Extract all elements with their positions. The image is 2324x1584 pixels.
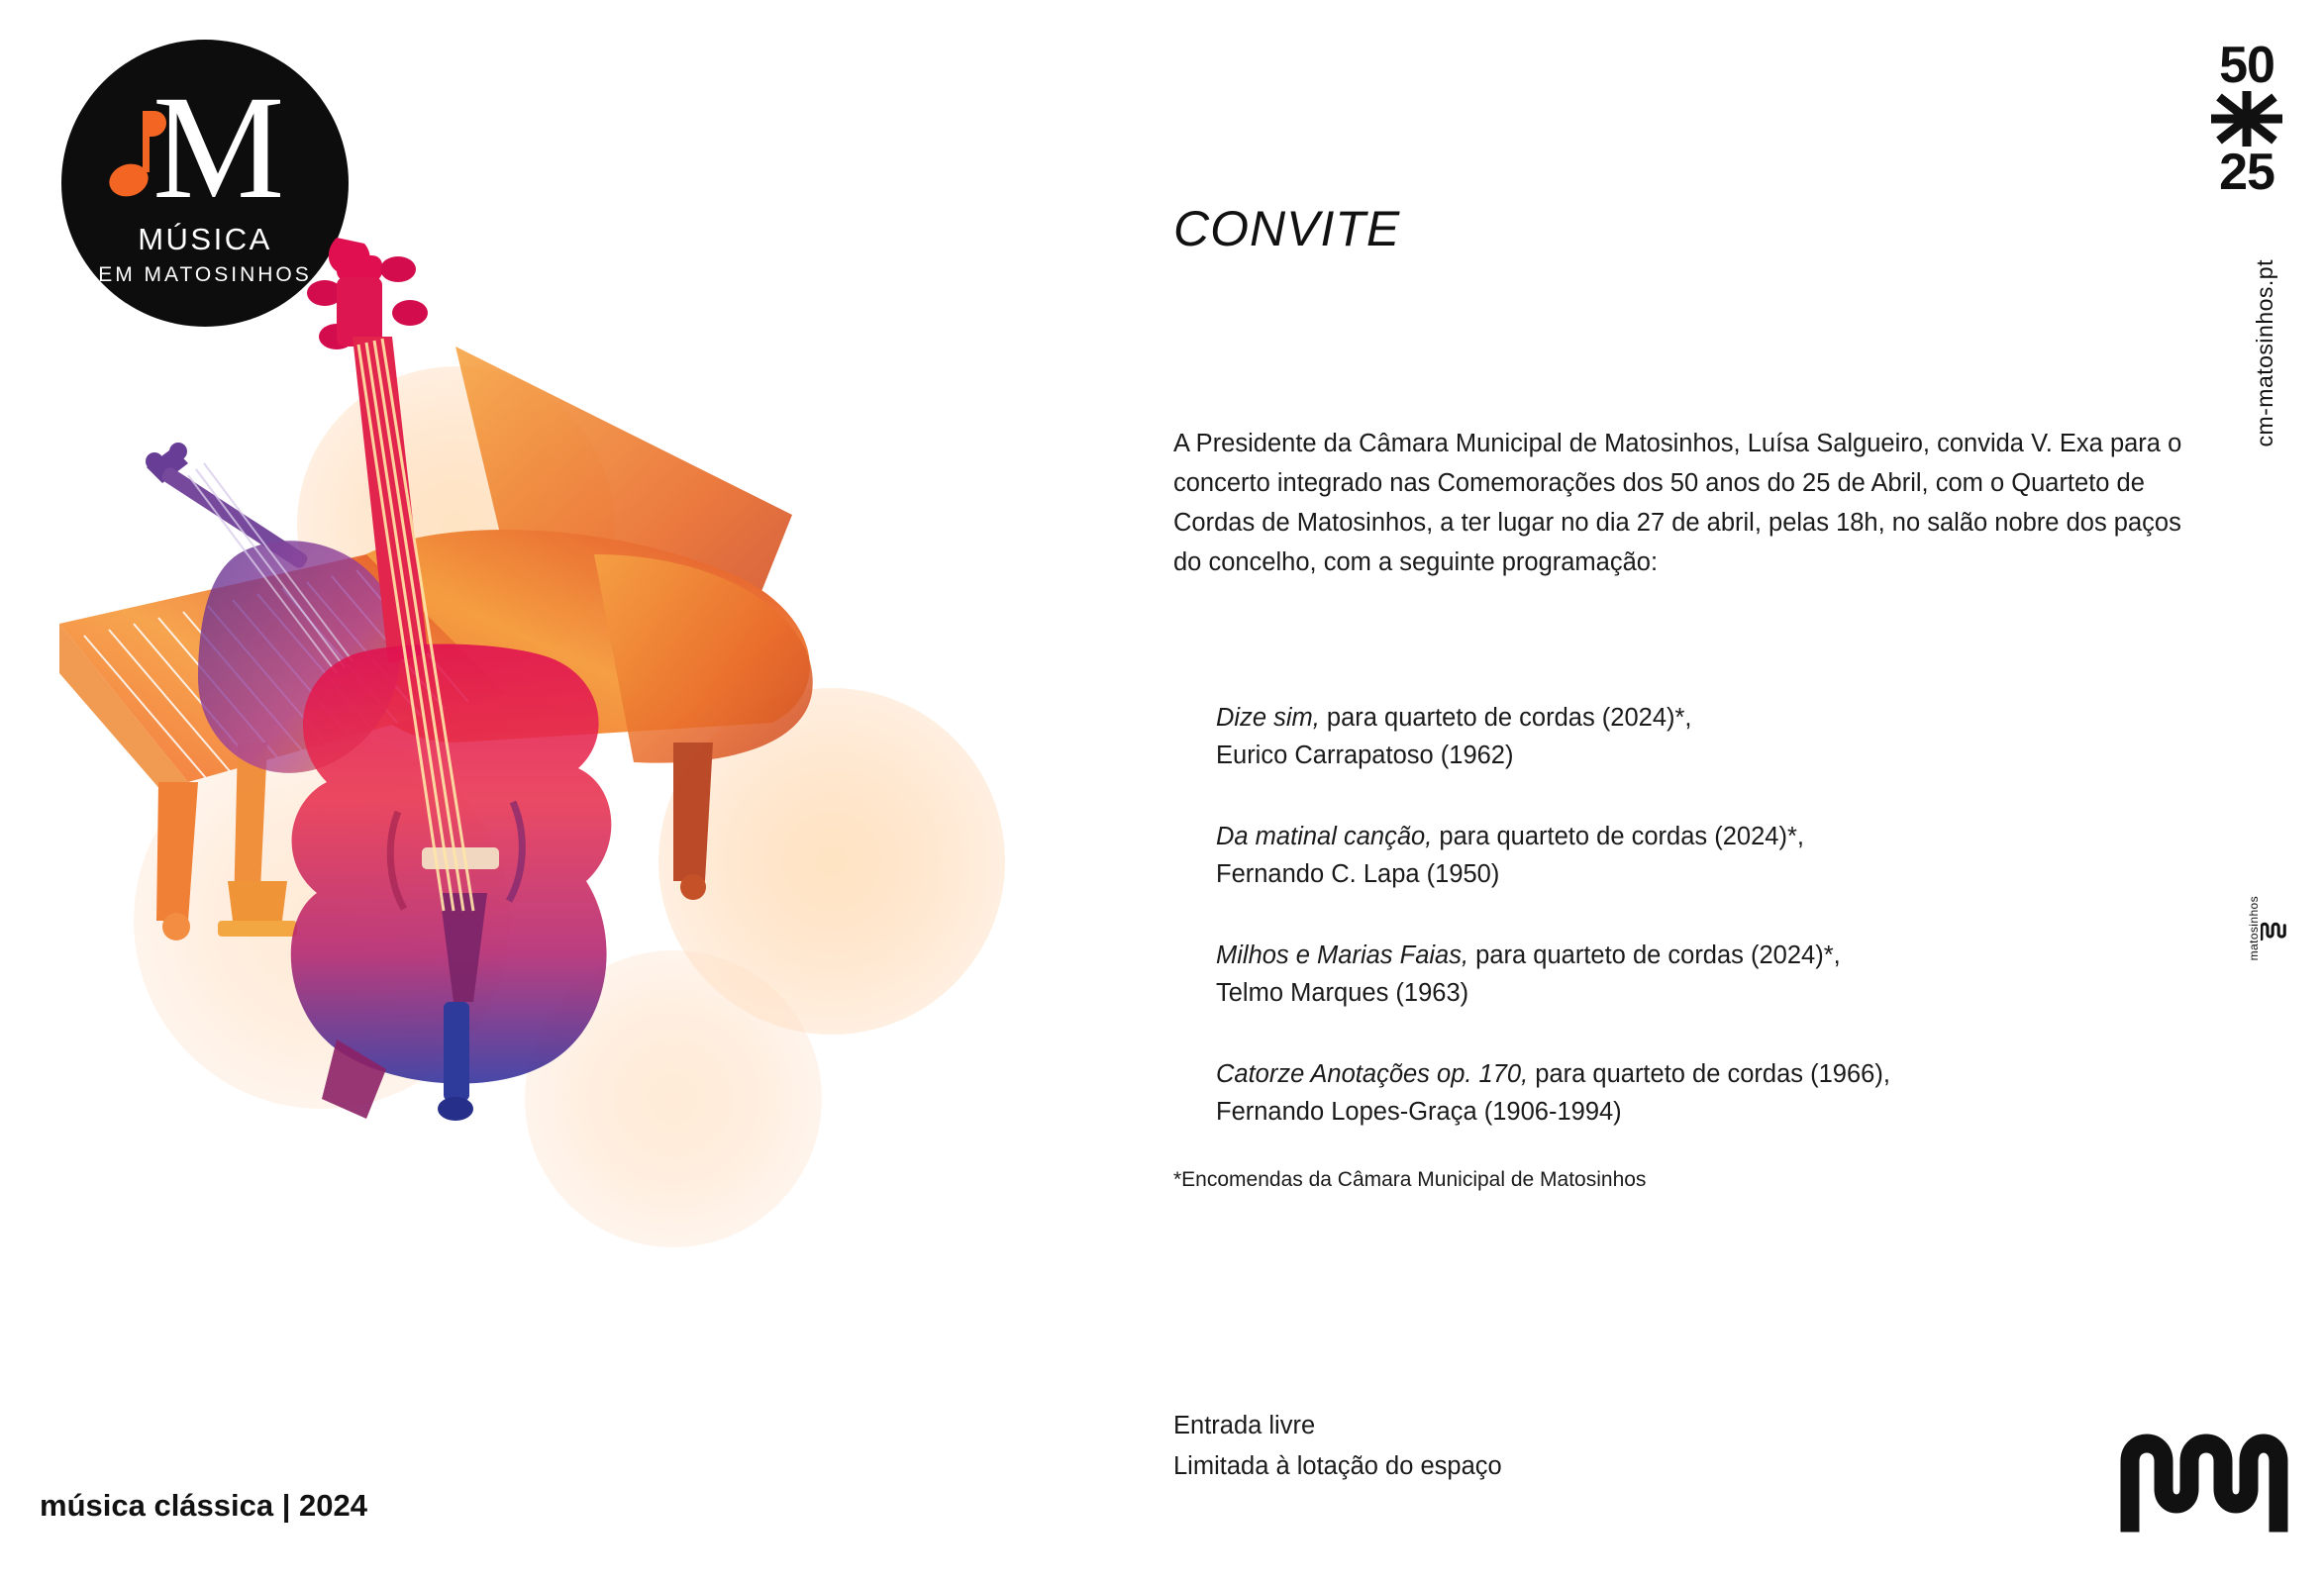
work-detail: para quarteto de cordas (2024)*, bbox=[1319, 704, 1692, 732]
entry-line-2: Limitada à lotação do espaço bbox=[1173, 1452, 1502, 1480]
work-composer: Fernando C. Lapa (1950) bbox=[1216, 860, 1500, 888]
program-item bbox=[1216, 1055, 2226, 1131]
asterisk-star-icon bbox=[2201, 89, 2292, 148]
mm-monogram-icon bbox=[2261, 920, 2286, 941]
work-composer: Telmo Marques (1963) bbox=[1216, 979, 1469, 1007]
page-title: CONVITE bbox=[1173, 201, 1401, 256]
work-title: Dize sim, bbox=[1216, 704, 1320, 732]
website-url[interactable]: cm-matosinhos.pt bbox=[2252, 259, 2277, 447]
work-composer: Fernando Lopes-Graça (1906-1994) bbox=[1216, 1098, 1622, 1126]
anniversary-top-number: 50 bbox=[2219, 37, 2274, 94]
work-composer: Eurico Carrapatoso (1962) bbox=[1216, 742, 1514, 769]
side-logo-label: matosinhos bbox=[2247, 896, 2261, 961]
logo-mark bbox=[101, 65, 309, 230]
logo-text-em-matosinhos: EM MATOSINHOS bbox=[98, 263, 312, 286]
logo-letter-m: M bbox=[152, 65, 283, 230]
instrument-collage-artwork bbox=[40, 228, 1119, 1416]
left-visual-panel bbox=[0, 0, 1149, 1584]
invitation-intro-text: A Presidente da Câmara Municipal de Matosinhos, Luísa Salgueiro, convida V. Exa para o concerto integrado nas Comemorações dos 50 anos do 25 de Abril, com o Quarteto de Cordas de Matosinhos, a ter lugar no dia 27 de abril, pelas 18h, no salão nobre dos paços do concelho, com a seguinte programação: bbox=[1173, 430, 2182, 576]
logo-text-musica: MÚSICA bbox=[138, 222, 272, 256]
entry-line-1: Entrada livre bbox=[1173, 1412, 1316, 1439]
work-title: Catorze Anotações op. 170, bbox=[1216, 1060, 1529, 1088]
program-list bbox=[1216, 699, 2226, 1174]
work-detail: para quarteto de cordas (2024)*, bbox=[1468, 941, 1841, 969]
work-detail: para quarteto de cordas (1966), bbox=[1528, 1060, 1890, 1088]
work-detail: para quarteto de cordas (2024)*, bbox=[1432, 823, 1804, 850]
entry-information bbox=[1173, 1406, 1502, 1487]
anniversary-50-25-mark bbox=[2201, 37, 2292, 201]
program-item bbox=[1216, 818, 2226, 893]
anniversary-bottom-number: 25 bbox=[2219, 144, 2274, 201]
matosinhos-mm-logo bbox=[2120, 1424, 2288, 1533]
program-footnote: *Encomendas da Câmara Municipal de Matosinhos bbox=[1173, 1168, 1647, 1191]
program-item bbox=[1216, 699, 2226, 774]
work-title: Milhos e Marias Faias, bbox=[1216, 941, 1469, 969]
invitation-panel bbox=[1159, 0, 2324, 1584]
side-matosinhos-logo bbox=[2247, 896, 2286, 964]
work-title: Da matinal canção, bbox=[1216, 823, 1433, 850]
program-item bbox=[1216, 937, 2226, 1012]
series-caption: música clássica | 2024 bbox=[40, 1488, 367, 1523]
